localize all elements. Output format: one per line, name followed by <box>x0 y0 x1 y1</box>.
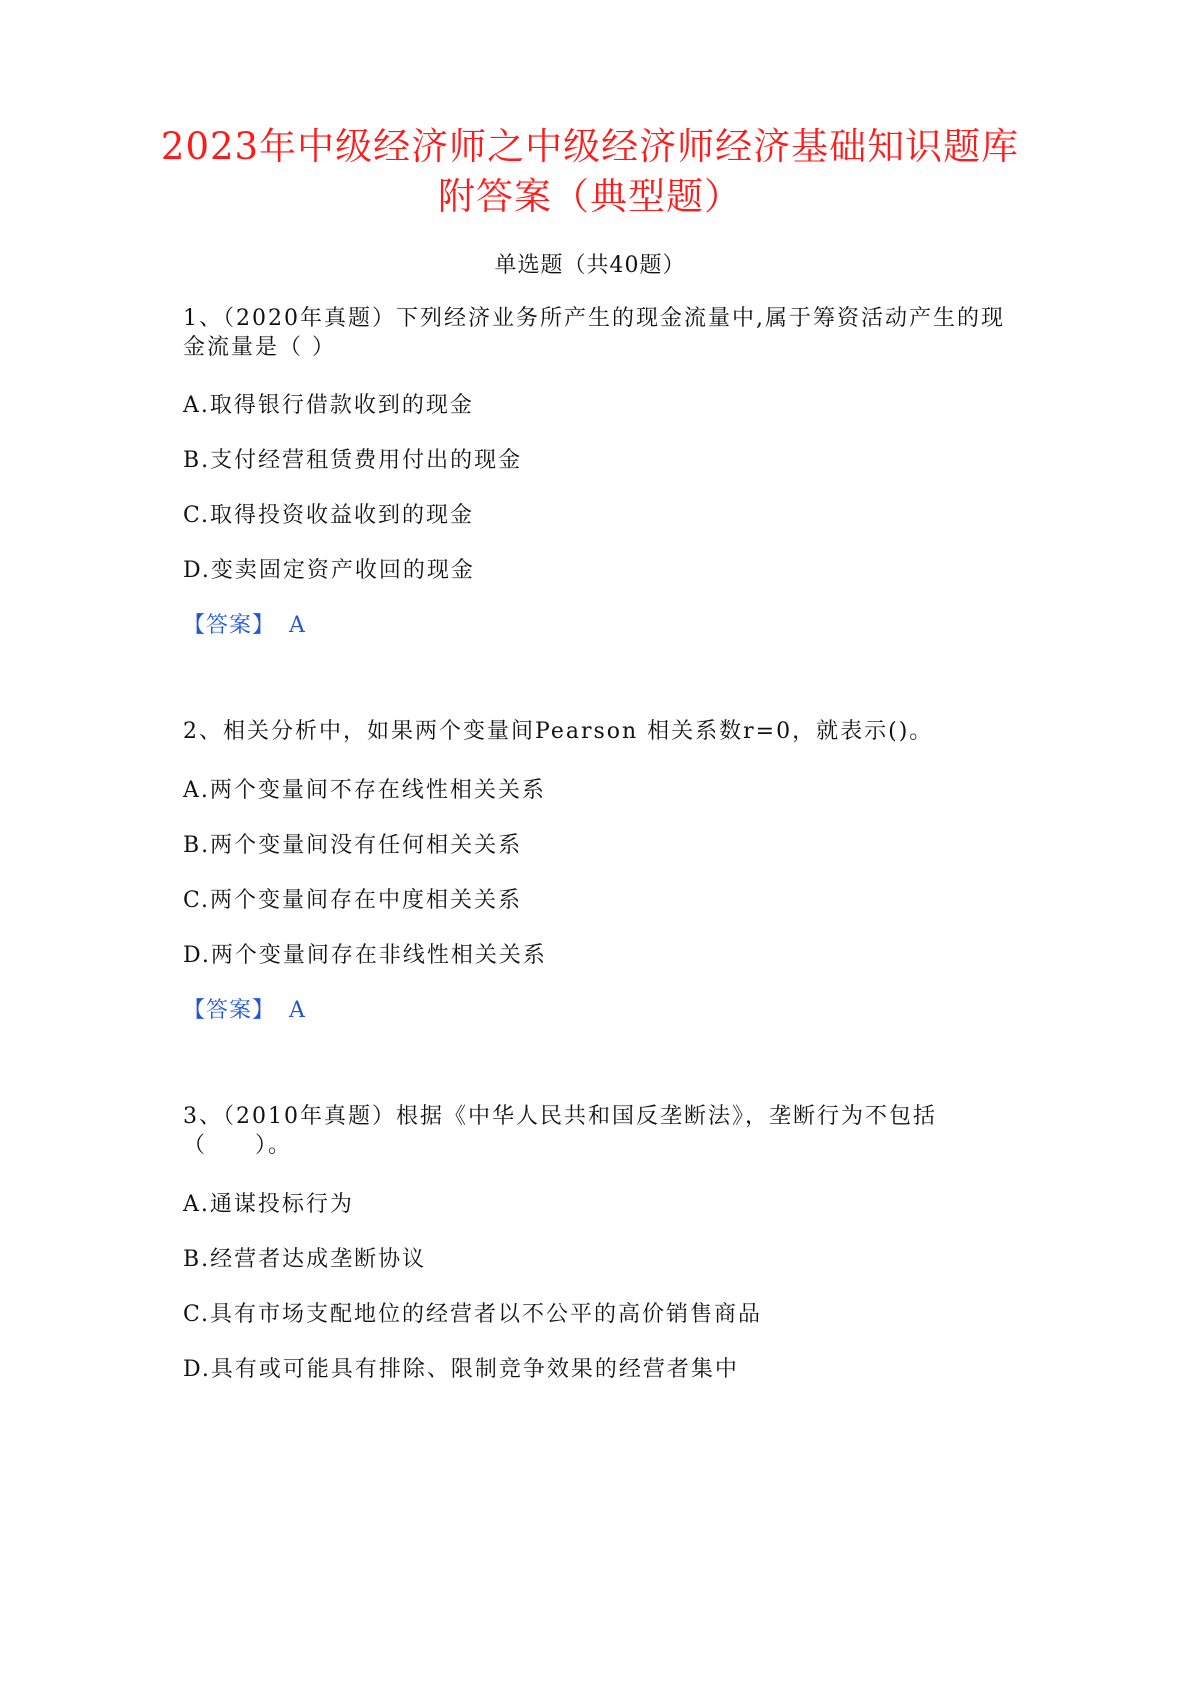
question-2-option-a: A.两个变量间不存在线性相关关系 <box>183 778 546 803</box>
section-heading: 单选题（共40题） <box>494 253 686 278</box>
question-3-text <box>183 1102 1013 1160</box>
question-1-text <box>183 304 1013 362</box>
question-1-option-a: A.取得银行借款收到的现金 <box>183 393 474 418</box>
question-3-option-c: C.具有市场支配地位的经营者以不公平的高价销售商品 <box>183 1302 763 1327</box>
question-3-line-1: 3、（2010年真题）根据《中华人民共和国反垄断法》，垄断行为不包括 <box>183 1104 937 1129</box>
answer-value: A <box>289 998 306 1023</box>
question-2-option-c: C.两个变量间存在中度相关关系 <box>183 888 523 913</box>
question-3-line-2: （ ）。 <box>183 1133 293 1158</box>
answer-label: 【答案】 <box>183 613 276 638</box>
document-title-line-2: 附答案（典型题） <box>438 175 742 218</box>
question-1-option-b: B.支付经营租赁费用付出的现金 <box>183 448 523 473</box>
question-2-answer <box>183 993 306 1024</box>
question-2-option-b: B.两个变量间没有任何相关关系 <box>183 833 523 858</box>
question-3-option-b: B.经营者达成垄断协议 <box>183 1247 427 1272</box>
document-title-line-1: 2023年中级经济师之中级经济师经济基础知识题库 <box>160 125 1020 168</box>
answer-value: A <box>289 613 306 638</box>
question-2-line-1: 2、相关分析中，如果两个变量间Pearson 相关系数r=0，就表示()。 <box>183 719 934 744</box>
question-1-line-1: 1、（2020年真题）下列经济业务所产生的现金流量中,属于筹资活动产生的现 <box>183 306 1005 331</box>
question-3-option-a: A.通谋投标行为 <box>183 1192 354 1217</box>
question-1-option-c: C.取得投资收益收到的现金 <box>183 503 475 528</box>
question-2-option-d: D.两个变量间存在非线性相关关系 <box>183 943 547 968</box>
question-2-text <box>183 717 1013 746</box>
question-3-option-d: D.具有或可能具有排除、限制竞争效果的经营者集中 <box>183 1357 739 1382</box>
question-1-answer <box>183 608 306 639</box>
question-1-option-d: D.变卖固定资产收回的现金 <box>183 558 475 583</box>
question-1-line-2: 金流量是（ ） <box>183 335 336 360</box>
answer-label: 【答案】 <box>183 998 276 1023</box>
